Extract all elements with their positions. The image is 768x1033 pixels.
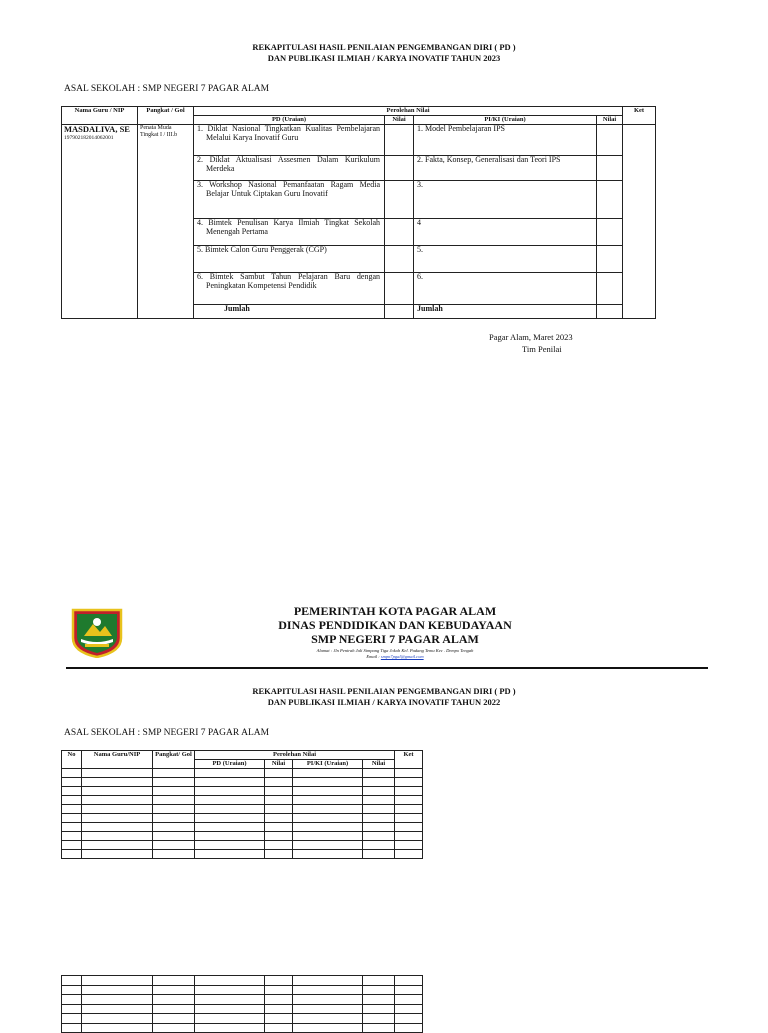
empty-cell — [293, 1014, 363, 1024]
empty-cell — [265, 787, 293, 796]
doc3-partial-table — [61, 975, 423, 1033]
empty-cell — [395, 976, 423, 986]
empty-cell — [395, 841, 423, 850]
empty-cell — [82, 976, 153, 986]
pi-item: 1. Model Pembelajaran IPS — [414, 125, 597, 156]
emblem-icon — [70, 608, 124, 658]
pd-nilai — [385, 156, 414, 181]
empty-cell — [293, 850, 363, 859]
empty-cell — [62, 796, 82, 805]
kop-divider — [66, 667, 708, 669]
empty-cell — [82, 805, 153, 814]
empty-cell — [395, 850, 423, 859]
pd-item: 2. Diklat Aktualisasi Assesmen Dalam Kurikulum Merdeka — [194, 156, 385, 181]
empty-cell — [363, 769, 395, 778]
empty-cell — [82, 814, 153, 823]
teacher-nip: 197902182014062001 — [64, 134, 114, 141]
doc2-table-body — [62, 769, 423, 859]
pangkat-line1: Penata Muda — [140, 125, 172, 131]
empty-cell — [195, 787, 265, 796]
table-row — [62, 1014, 423, 1024]
empty-cell — [153, 832, 195, 841]
empty-cell — [82, 778, 153, 787]
letterhead — [195, 604, 595, 660]
empty-cell — [293, 841, 363, 850]
header-pangkat: Pangkat/ Gol — [153, 751, 195, 769]
kop-email-line — [195, 654, 595, 660]
doc1-title-line2: DAN PUBLIKASI ILMIAH / KARYA INOVATIF TAHUN 2023 — [267, 53, 501, 63]
empty-cell — [82, 995, 153, 1005]
pd-item: 3. Workshop Nasional Pemanfaatan Ragam Media Belajar Untuk Ciptakan Guru Inovatif — [194, 181, 385, 219]
table-row — [62, 796, 423, 805]
school-logo — [70, 608, 124, 658]
empty-cell — [395, 796, 423, 805]
empty-cell — [293, 1004, 363, 1014]
empty-cell — [293, 1023, 363, 1033]
empty-cell — [153, 1014, 195, 1024]
empty-cell — [62, 850, 82, 859]
empty-cell — [82, 1014, 153, 1024]
pi-nilai — [597, 219, 623, 246]
table-row — [62, 1023, 423, 1033]
kop-address: Alamat : Jln Penirah Jali Simpang Tiga Jokoh Kel. Padang Temu Kec . Dempo Tengah — [316, 648, 474, 653]
kop-line3: SMP NEGERI 7 PAGAR ALAM — [311, 632, 479, 646]
empty-cell — [293, 995, 363, 1005]
empty-cell — [82, 850, 153, 859]
empty-cell — [82, 1023, 153, 1033]
empty-cell — [153, 1004, 195, 1014]
empty-cell — [62, 1004, 82, 1014]
empty-cell — [293, 985, 363, 995]
doc1-title-line1: REKAPITULASI HASIL PENILAIAN PENGEMBANGAN DIRI ( PD ) — [252, 42, 516, 52]
teacher-name: MASDALIVA, SE — [64, 124, 130, 134]
empty-cell — [265, 805, 293, 814]
ket-cell — [623, 125, 656, 319]
empty-cell — [195, 814, 265, 823]
empty-cell — [395, 805, 423, 814]
empty-cell — [195, 778, 265, 787]
header-ket: Ket — [395, 751, 423, 769]
kop-email-link[interactable]: smpn7pgal@gmail.com — [380, 654, 424, 659]
empty-cell — [363, 805, 395, 814]
empty-cell — [395, 1004, 423, 1014]
table-row — [62, 995, 423, 1005]
place-date: Pagar Alam, Maret 2023 — [489, 332, 573, 342]
header-nama: Nama Guru/NIP — [82, 751, 153, 769]
table-row — [62, 769, 423, 778]
pi-item: 3. — [414, 181, 597, 219]
empty-cell — [82, 823, 153, 832]
signer-title: Tim Penilai — [522, 344, 562, 354]
header-nilai: Nilai — [265, 760, 293, 769]
empty-cell — [265, 976, 293, 986]
table-row — [62, 850, 423, 859]
header-piki: PI/KI (Uraian) — [293, 760, 363, 769]
empty-cell — [363, 787, 395, 796]
empty-cell — [265, 985, 293, 995]
kop-line2: DINAS PENDIDIKAN DAN KEBUDAYAAN — [278, 618, 512, 632]
pd-item: 5. Bimtek Calon Guru Penggerak (CGP) — [194, 246, 385, 273]
pd-item: 4. Bimtek Penulisan Karya Ilmiah Tingkat Sekolah Menengah Pertama — [194, 219, 385, 246]
doc2-recap-table — [61, 750, 423, 859]
empty-cell — [195, 841, 265, 850]
empty-cell — [195, 823, 265, 832]
empty-cell — [195, 850, 265, 859]
empty-cell — [293, 832, 363, 841]
empty-cell — [395, 1014, 423, 1024]
empty-cell — [62, 823, 82, 832]
empty-cell — [153, 778, 195, 787]
empty-cell — [265, 823, 293, 832]
empty-cell — [395, 985, 423, 995]
empty-cell — [62, 832, 82, 841]
empty-cell — [363, 995, 395, 1005]
header-perolehan: Perolehan Nilai — [195, 751, 395, 760]
table-row — [62, 125, 656, 156]
empty-cell — [62, 814, 82, 823]
empty-cell — [62, 1014, 82, 1024]
empty-cell — [363, 1023, 395, 1033]
empty-cell — [62, 769, 82, 778]
table-row — [62, 778, 423, 787]
empty-cell — [363, 1014, 395, 1024]
empty-cell — [293, 814, 363, 823]
kop-email-label: Email : — [366, 654, 380, 659]
empty-cell — [395, 778, 423, 787]
empty-cell — [265, 995, 293, 1005]
empty-cell — [153, 769, 195, 778]
jumlah-label-2: Jumlah — [414, 305, 597, 319]
empty-cell — [195, 1014, 265, 1024]
pi-item: 4 — [414, 219, 597, 246]
empty-cell — [82, 832, 153, 841]
table-row — [62, 976, 423, 986]
table-row — [62, 805, 423, 814]
pi-nilai — [597, 273, 623, 305]
empty-cell — [395, 769, 423, 778]
pi-nilai — [597, 156, 623, 181]
signature-block — [489, 331, 609, 355]
empty-cell — [153, 796, 195, 805]
doc2-asal-sekolah: ASAL SEKOLAH : SMP NEGERI 7 PAGAR ALAM — [64, 728, 270, 738]
empty-cell — [363, 1004, 395, 1014]
table-row — [62, 841, 423, 850]
header-pd: PD (Uraian) — [194, 116, 385, 125]
empty-cell — [82, 985, 153, 995]
table-row — [62, 814, 423, 823]
empty-cell — [82, 841, 153, 850]
empty-cell — [62, 805, 82, 814]
header-piki: PI/KI (Uraian) — [414, 116, 597, 125]
table-row — [62, 787, 423, 796]
table-row — [62, 1004, 423, 1014]
pi-nilai — [597, 246, 623, 273]
empty-cell — [363, 985, 395, 995]
empty-cell — [62, 985, 82, 995]
header-nilai-2: Nilai — [363, 760, 395, 769]
empty-cell — [195, 796, 265, 805]
empty-cell — [363, 832, 395, 841]
header-pangkat: Pangkat / Gol — [138, 107, 194, 125]
empty-cell — [153, 976, 195, 986]
jumlah-nilai — [385, 305, 414, 319]
empty-cell — [265, 841, 293, 850]
pi-item: 5. — [414, 246, 597, 273]
doc2-title-line1: REKAPITULASI HASIL PENILAIAN PENGEMBANGAN DIRI ( PD ) — [252, 686, 516, 696]
empty-cell — [82, 787, 153, 796]
pangkat-line2: Tingkat I / III.b — [140, 132, 178, 138]
empty-cell — [265, 850, 293, 859]
table-row — [62, 985, 423, 995]
header-ket: Ket — [623, 107, 656, 125]
empty-cell — [293, 805, 363, 814]
empty-cell — [265, 1004, 293, 1014]
empty-cell — [195, 1004, 265, 1014]
empty-cell — [265, 769, 293, 778]
empty-cell — [293, 769, 363, 778]
empty-cell — [153, 787, 195, 796]
pd-nilai — [385, 246, 414, 273]
empty-cell — [82, 1004, 153, 1014]
empty-cell — [363, 850, 395, 859]
pi-nilai — [597, 125, 623, 156]
doc2-title-line2: DAN PUBLIKASI ILMIAH / KARYA INOVATIF TAHUN 2022 — [267, 697, 501, 707]
jumlah-nilai-2 — [597, 305, 623, 319]
empty-cell — [293, 976, 363, 986]
empty-cell — [265, 1014, 293, 1024]
empty-cell — [82, 769, 153, 778]
header-pd: PD (Uraian) — [195, 760, 265, 769]
empty-cell — [293, 796, 363, 805]
empty-cell — [62, 995, 82, 1005]
empty-cell — [195, 976, 265, 986]
empty-cell — [293, 787, 363, 796]
empty-cell — [195, 805, 265, 814]
pd-nilai — [385, 273, 414, 305]
doc1-recap-table — [61, 106, 656, 319]
empty-cell — [363, 976, 395, 986]
empty-cell — [62, 787, 82, 796]
empty-cell — [265, 832, 293, 841]
empty-cell — [363, 823, 395, 832]
teacher-cell — [62, 125, 138, 319]
empty-cell — [62, 841, 82, 850]
doc2-title — [0, 686, 768, 708]
empty-cell — [153, 985, 195, 995]
header-perolehan: Perolehan Nilai — [194, 107, 623, 116]
empty-cell — [153, 995, 195, 1005]
header-no: No — [62, 751, 82, 769]
kop-line1: PEMERINTAH KOTA PAGAR ALAM — [293, 604, 497, 618]
empty-cell — [195, 985, 265, 995]
pd-item: 6. Bimtek Sambut Tahun Pelajaran Baru dengan Peningkatan Kompetensi Pendidik — [194, 273, 385, 305]
jumlah-label: Jumlah — [194, 305, 385, 319]
empty-cell — [265, 796, 293, 805]
empty-cell — [153, 841, 195, 850]
empty-cell — [195, 1023, 265, 1033]
empty-cell — [195, 769, 265, 778]
pangkat-cell — [138, 125, 194, 319]
empty-cell — [395, 823, 423, 832]
empty-cell — [153, 805, 195, 814]
empty-cell — [395, 787, 423, 796]
empty-cell — [363, 796, 395, 805]
pd-nilai — [385, 219, 414, 246]
empty-cell — [395, 995, 423, 1005]
empty-cell — [62, 778, 82, 787]
pd-nilai — [385, 181, 414, 219]
empty-cell — [363, 778, 395, 787]
empty-cell — [82, 796, 153, 805]
pi-item: 2. Fakta, Konsep, Generalisasi dan Teori IPS — [414, 156, 597, 181]
table-row — [62, 823, 423, 832]
empty-cell — [363, 841, 395, 850]
empty-cell — [293, 823, 363, 832]
empty-cell — [395, 814, 423, 823]
empty-cell — [153, 850, 195, 859]
empty-cell — [62, 1023, 82, 1033]
empty-cell — [395, 832, 423, 841]
doc1-asal-sekolah: ASAL SEKOLAH : SMP NEGERI 7 PAGAR ALAM — [64, 84, 270, 94]
pd-item: 1. Diklat Nasional Tingkatkan Kualitas Pembelajaran Melalui Karya Inovatif Guru — [194, 125, 385, 156]
empty-cell — [153, 814, 195, 823]
empty-cell — [62, 976, 82, 986]
empty-cell — [265, 1023, 293, 1033]
doc1-title — [0, 42, 768, 64]
table-row — [62, 832, 423, 841]
pd-nilai — [385, 125, 414, 156]
header-nama: Nama Guru / NIP — [62, 107, 138, 125]
empty-cell — [195, 995, 265, 1005]
empty-cell — [395, 1023, 423, 1033]
empty-cell — [195, 832, 265, 841]
header-nilai-2: Nilai — [597, 116, 623, 125]
empty-cell — [265, 778, 293, 787]
empty-cell — [363, 814, 395, 823]
empty-cell — [265, 814, 293, 823]
empty-cell — [293, 778, 363, 787]
pi-item: 6. — [414, 273, 597, 305]
header-nilai: Nilai — [385, 116, 414, 125]
pi-nilai — [597, 181, 623, 219]
empty-cell — [153, 1023, 195, 1033]
empty-cell — [153, 823, 195, 832]
